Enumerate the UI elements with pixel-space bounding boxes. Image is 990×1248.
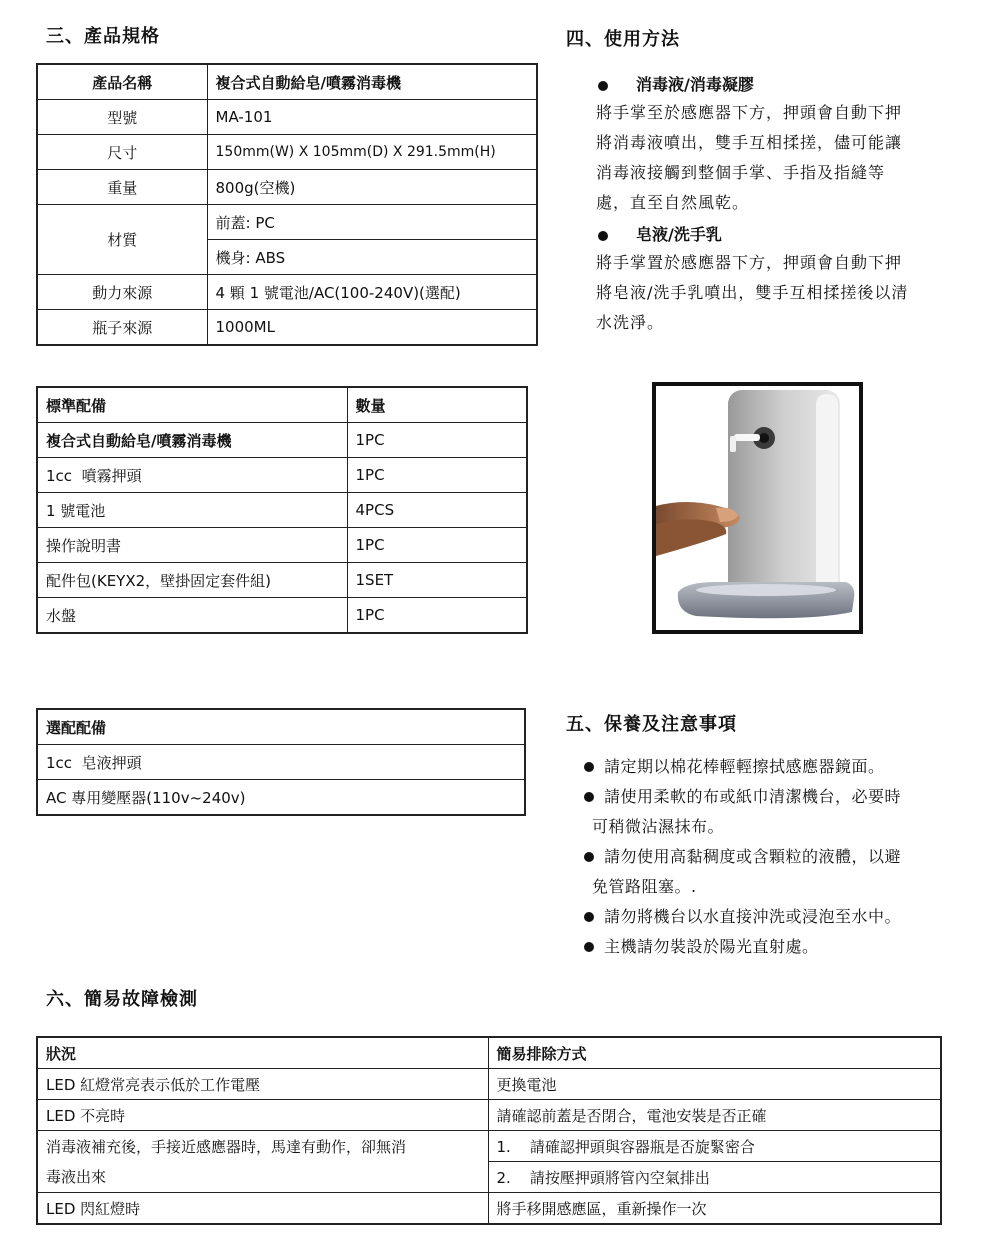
- table-row: [37, 64, 537, 100]
- spec-label: 型號: [37, 100, 207, 135]
- table-row: [37, 1069, 941, 1100]
- spec-value: 機身: ABS: [207, 240, 537, 275]
- table-row: [37, 387, 527, 423]
- usage-item-title: 皂液/洗手乳: [598, 222, 722, 245]
- list-item: 請勿使用高黏稠度或含顆粒的液體，以避: [582, 842, 942, 872]
- standard-table: [36, 386, 528, 634]
- table-row: [37, 135, 537, 170]
- standard-item: 1cc 噴霧押頭: [37, 458, 347, 493]
- table-row: [37, 1162, 941, 1193]
- trouble-status-cont: 毒液出來: [37, 1162, 488, 1193]
- trouble-fix: 請確認前蓋是否閉合，電池安裝是否正確: [488, 1100, 941, 1131]
- trouble-status: 消毒液補充後，手接近感應器時，馬達有動作，卻無消: [37, 1131, 488, 1162]
- spec-label: 動力來源: [37, 275, 207, 310]
- list-item: 請使用柔軟的布或紙巾清潔機台，必要時: [582, 782, 942, 812]
- trouble-header-status: 狀況: [37, 1037, 488, 1069]
- bullet-icon: [598, 231, 608, 241]
- list-item: 請勿將機台以水直接沖洗或浸泡至水中。: [582, 902, 942, 932]
- table-row: [37, 423, 527, 458]
- trouble-status: LED 閃紅燈時: [37, 1193, 488, 1225]
- spec-label: 重量: [37, 170, 207, 205]
- standard-item: 1 號電池: [37, 493, 347, 528]
- table-row: [37, 563, 527, 598]
- table-row: [37, 1100, 941, 1131]
- spec-heading: 三、產品規格: [46, 26, 160, 47]
- table-row: [37, 709, 525, 745]
- list-item: 請定期以棉花棒輕輕擦拭感應器鏡面。: [582, 752, 942, 782]
- standard-header-item: 標準配備: [37, 387, 347, 423]
- trouble-table: [36, 1036, 942, 1225]
- bullet-icon: [598, 81, 608, 91]
- trouble-header-fix: 簡易排除方式: [488, 1037, 941, 1069]
- table-row: [37, 1037, 941, 1069]
- table-row: [37, 1193, 941, 1225]
- optional-item: 1cc 皂液押頭: [37, 745, 525, 780]
- list-item-continuation: 免管路阻塞。.: [592, 877, 697, 896]
- usage-item-text: 將手掌置於感應器下方，押頭會自動下押 將皂液/洗手乳噴出，雙手互相揉搓後以清 水洗淨。: [596, 253, 909, 332]
- trouble-fix: 1. 請確認押頭與容器瓶是否旋緊密合: [488, 1131, 941, 1162]
- dispenser-illustration: [656, 386, 859, 630]
- standard-qty: 1PC: [347, 423, 527, 458]
- table-row: [37, 275, 537, 310]
- trouble-fix: 2. 請按壓押頭將管內空氣排出: [488, 1162, 941, 1193]
- usage-heading: 四、使用方法: [566, 29, 680, 50]
- spec-header-label: 產品名稱: [37, 64, 207, 100]
- table-row: [37, 100, 537, 135]
- spec-table: [36, 63, 538, 346]
- usage-item-title: 消毒液/消毒凝膠: [598, 72, 754, 95]
- spec-value: 4 顆 1 號電池/AC(100-240V)(選配): [207, 275, 537, 310]
- optional-header: 選配配備: [37, 709, 525, 745]
- spec-value: 800g(空機): [207, 170, 537, 205]
- trouble-status: LED 不亮時: [37, 1100, 488, 1131]
- usage-item-text: 將手掌至於感應器下方，押頭會自動下押 將消毒液噴出，雙手互相揉搓，儘可能讓 消毒液接觸到整個手掌、手指及指縫等 處，直至自然風乾。: [596, 103, 903, 212]
- table-row: [37, 528, 527, 563]
- spec-label: 瓶子來源: [37, 310, 207, 346]
- care-list: [582, 752, 942, 962]
- standard-qty: 4PCS: [347, 493, 527, 528]
- spec-value: 150mm(W) X 105mm(D) X 291.5mm(H): [207, 135, 537, 170]
- table-row: [37, 310, 537, 346]
- spec-header-value: 複合式自動給皂/噴霧消毒機: [207, 64, 537, 100]
- trouble-status: LED 紅燈常亮表示低於工作電壓: [37, 1069, 488, 1100]
- table-row: [37, 170, 537, 205]
- trouble-fix: 將手移開感應區，重新操作一次: [488, 1193, 941, 1225]
- spec-label: 材質: [37, 205, 207, 275]
- spec-value: 1000ML: [207, 310, 537, 346]
- standard-item: 複合式自動給皂/噴霧消毒機: [37, 423, 347, 458]
- standard-qty: 1PC: [347, 458, 527, 493]
- spec-label: 尺寸: [37, 135, 207, 170]
- table-row: [37, 1131, 941, 1162]
- table-row: [37, 780, 525, 816]
- list-item: 主機請勿裝設於陽光直射處。: [582, 932, 942, 962]
- table-row: [37, 598, 527, 634]
- trouble-heading: 六、簡易故障檢測: [46, 989, 198, 1010]
- trouble-fix: 更換電池: [488, 1069, 941, 1100]
- standard-qty: 1SET: [347, 563, 527, 598]
- standard-qty: 1PC: [347, 528, 527, 563]
- standard-item: 配件包(KEYX2，壁掛固定套件組): [37, 563, 347, 598]
- optional-item: AC 專用變壓器(110v~240v): [37, 780, 525, 816]
- table-row: [37, 493, 527, 528]
- list-item-continuation: 可稍微沾濕抹布。: [592, 817, 725, 836]
- standard-item: 水盤: [37, 598, 347, 634]
- table-row: [37, 205, 537, 240]
- optional-table: [36, 708, 526, 816]
- product-photo: [652, 382, 863, 634]
- table-row: [37, 745, 525, 780]
- standard-item: 操作說明書: [37, 528, 347, 563]
- standard-qty: 1PC: [347, 598, 527, 634]
- spec-value: MA-101: [207, 100, 537, 135]
- table-row: [37, 458, 527, 493]
- standard-header-qty: 數量: [347, 387, 527, 423]
- care-heading: 五、保養及注意事項: [566, 714, 737, 735]
- spec-value: 前蓋: PC: [207, 205, 537, 240]
